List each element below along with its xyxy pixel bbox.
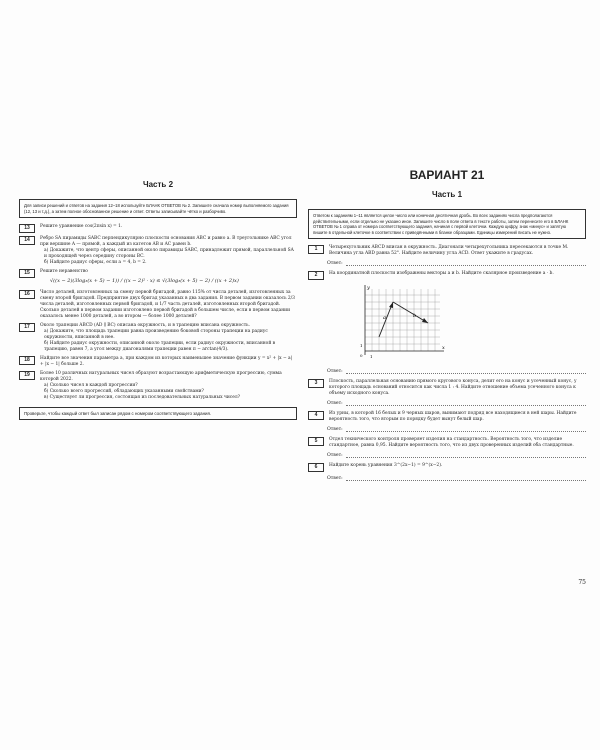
- x-axis-label: x: [442, 345, 445, 351]
- task-text: Плоскость, параллельная основанию прямого кругового конуса, делит его на конус и усеченный конус, у которого площадь оснований относится как числа 1 : 4. Найдите отношение объема усеченного конуса к объему исходного конуса.: [329, 379, 577, 396]
- part-2-instructions: Для записи решений и ответов на задания 12–18 используйте БЛАНК ОТВЕТОВ № 2. Запишите сначала номер выполняемого задания (12, 13 и т.д.), а затем полное обоснованное решение и ответ. Ответы записывайте чётко и разборчиво.: [19, 199, 297, 218]
- task-13: [19, 224, 297, 233]
- answer-field-6[interactable]: [327, 476, 586, 481]
- task-part-a: а) Сколько чисел в каждой прогрессии?: [44, 383, 138, 388]
- task-number: 2: [308, 271, 324, 280]
- task-text: Найдите корень уравнения 3^(2x−1) = 9^(x−2).: [329, 463, 443, 468]
- part-1-title: Часть 1: [431, 190, 463, 199]
- task-5: [308, 437, 586, 449]
- task-number: 19: [19, 371, 35, 380]
- page-number: 75: [578, 579, 586, 586]
- vector-b-arrowhead: [422, 318, 428, 323]
- answer-field-1[interactable]: [327, 261, 586, 266]
- task-2: [308, 271, 586, 280]
- answer-field-5[interactable]: [327, 453, 586, 458]
- answer-label: Ответ:: [327, 453, 343, 458]
- task-part-b: б) Найдите радиус окружности, описанной около трапеции, если радиус окружности, вписанной в трапецию, равен 7, а угол между диагоналями трапеции равен π − arctan(4/3).: [44, 341, 276, 352]
- task-text: Около трапеции ABCD (AD ∥ BC) описана окружность, и в трапецию вписана окружность.: [40, 323, 250, 328]
- task-text: На координатной плоскости изображены векторы a и b. Найдите скалярное произведение a · b.: [329, 271, 554, 276]
- answer-field-3[interactable]: [327, 401, 586, 406]
- task-16: [19, 290, 297, 320]
- task-number: 18: [19, 356, 35, 365]
- part-2-title: Часть 2: [142, 180, 174, 189]
- task-number: 4: [308, 411, 324, 420]
- answer-label: Ответ:: [327, 261, 343, 266]
- task-19: [19, 371, 297, 401]
- task-text: Из урны, в которой 16 белых и 9 черных шаров, вынимают подряд все находящиеся в ней шары. Найдите вероятность того, что вторым по порядку будет вынут белый шар.: [329, 411, 577, 422]
- answer-label: Ответ:: [327, 369, 343, 374]
- answer-label: Ответ:: [327, 476, 343, 481]
- variant-title: ВАРИАНТ 21: [409, 168, 485, 182]
- unit-x-label: 1: [370, 354, 373, 359]
- y-axis-label: y: [367, 285, 370, 291]
- task-17: [19, 323, 297, 353]
- task-number: 5: [308, 437, 324, 446]
- task-text: Четырехугольник ABCD вписан в окружность. Диагонали четырехугольника пересекаются в точке M. Величина угла ABD равна 52°. Найдите величину угла ACD. Ответ укажите в градусах.: [329, 245, 569, 256]
- answer-label: Ответ:: [327, 401, 343, 406]
- task-number: 16: [19, 290, 35, 299]
- right-page: [308, 168, 586, 586]
- task-text: Решите неравенство: [40, 269, 88, 274]
- left-page: [19, 180, 297, 580]
- task-number: 13: [19, 224, 35, 233]
- task-text: Число деталей, изготовленных за смену первой бригадой, равно 115% от числа деталей, изготовленных за смену второй бригадой. Предприятие двух бригад указанных в два задания. В первом задании оказалось 2/3 числа деталей, изготовленных первой бригадой, и 1/7 часть деталей, изготовленных второй бригадой. Сколько деталей в первом задании изготовлено первой бригадой в большем числе, если в первом задании оказалось менее 1000 деталей, а во втором — более 1000 деталей?: [40, 290, 295, 319]
- task-text: Решите уравнение cos(2πsin x) = 1.: [40, 224, 123, 229]
- inequality-formula: √((x − 2)(3log₃(x + 5) − 1)) / ((x − 2)² · x) ≤ √(3log₃(x + 5) − 2) / ((x + 2)x): [50, 278, 239, 284]
- task-number: 1: [308, 245, 324, 254]
- answer-line[interactable]: [346, 370, 586, 374]
- answer-line[interactable]: [346, 477, 586, 481]
- part-1-instructions: Ответом к заданиям 1–11 является целое число или конечная десятичная дробь. Во всех заданиях числа предполагаются действительными, если отдельно не указано иное. Запишите число в поле ответа в тексте работы, затем перенесите его в БЛАНК ОТВЕТОВ № 1 справа от номера соответствующего задания, начиная с первой клеточки. Каждую цифру, знак «минус» и запятую пишите в отдельной клеточке в соответствии с приведёнными в бланке образцами. Единицы измерений писать не нужно.: [308, 209, 586, 239]
- vector-grid-svg: [358, 283, 448, 361]
- task-text: Более 10 различных натуральных чисел образуют возрастающую арифметическую прогрессию, сумма которой 2022.: [40, 371, 282, 382]
- task-1: [308, 245, 586, 257]
- task-text: Найдите все значения параметра a, при каждом из которых наименьшее значение функции y = x² + |x − a| + |x − 1| больше 2.: [40, 356, 293, 367]
- origin-label: 0: [360, 353, 363, 358]
- task-part-a: а) Докажите, что центр сферы, описанной около пирамиды SABC, принадлежит прямой, параллельной SA и проходящей через середину стороны BC.: [44, 248, 294, 259]
- answer-line[interactable]: [346, 402, 586, 406]
- task-part-b: б) Найдите радиус сферы, если a = 4, b = 2.: [44, 260, 147, 265]
- task-part-a: а) Докажите, что площадь трапеции равна произведению боковой стороны трапеции на радиус окружности, вписанной в нее.: [44, 329, 268, 340]
- task-number: 6: [308, 463, 324, 472]
- task-18: [19, 356, 297, 368]
- answer-field-4[interactable]: [327, 427, 586, 432]
- task-part-b: б) Сколько всего прогрессий, обладающих указанными свойствами?: [44, 389, 204, 394]
- task-text: Ребро SA пирамиды SABC перпендикулярно плоскости основания ABC и равно a. В треугольнике ABC угол при вершине A — прямой, а каждый из катетов AB и AC равен b.: [40, 236, 292, 247]
- answer-line[interactable]: [346, 454, 586, 458]
- grid-lines: [365, 289, 440, 351]
- task-number: 17: [19, 323, 35, 332]
- answer-label: Ответ:: [327, 427, 343, 432]
- task-number: 15: [19, 269, 35, 278]
- vector-a-arrowhead: [389, 302, 393, 308]
- vector-a-label: a: [383, 315, 386, 321]
- task-3: [308, 379, 586, 397]
- task-15: [19, 269, 297, 287]
- answer-field-2[interactable]: [327, 369, 586, 374]
- vector-b: [393, 302, 428, 323]
- task-number: 14: [19, 236, 35, 245]
- task-6: [308, 463, 586, 472]
- task-14: [19, 236, 297, 266]
- vector-b-label: b: [413, 313, 417, 319]
- task-text: Отдел технического контроля проверяет изделия на стандартность. Вероятность того, что изделие стандартное, равна 0,95. Найдите вероятность того, что из двух проверенных изделий оба стандартные.: [329, 437, 574, 448]
- answer-line[interactable]: [346, 262, 586, 266]
- task-part-c: в) Существует ли прогрессия, состоящая из последовательных натуральных чисел?: [44, 395, 241, 400]
- check-note: Проверьте, чтобы каждый ответ был записан рядом с номером соответствующего задания.: [19, 407, 297, 420]
- task-4: [308, 411, 586, 423]
- task-number: 3: [308, 379, 324, 388]
- unit-y-label: 1: [360, 343, 363, 348]
- answer-line[interactable]: [346, 428, 586, 432]
- vector-figure: [358, 283, 586, 365]
